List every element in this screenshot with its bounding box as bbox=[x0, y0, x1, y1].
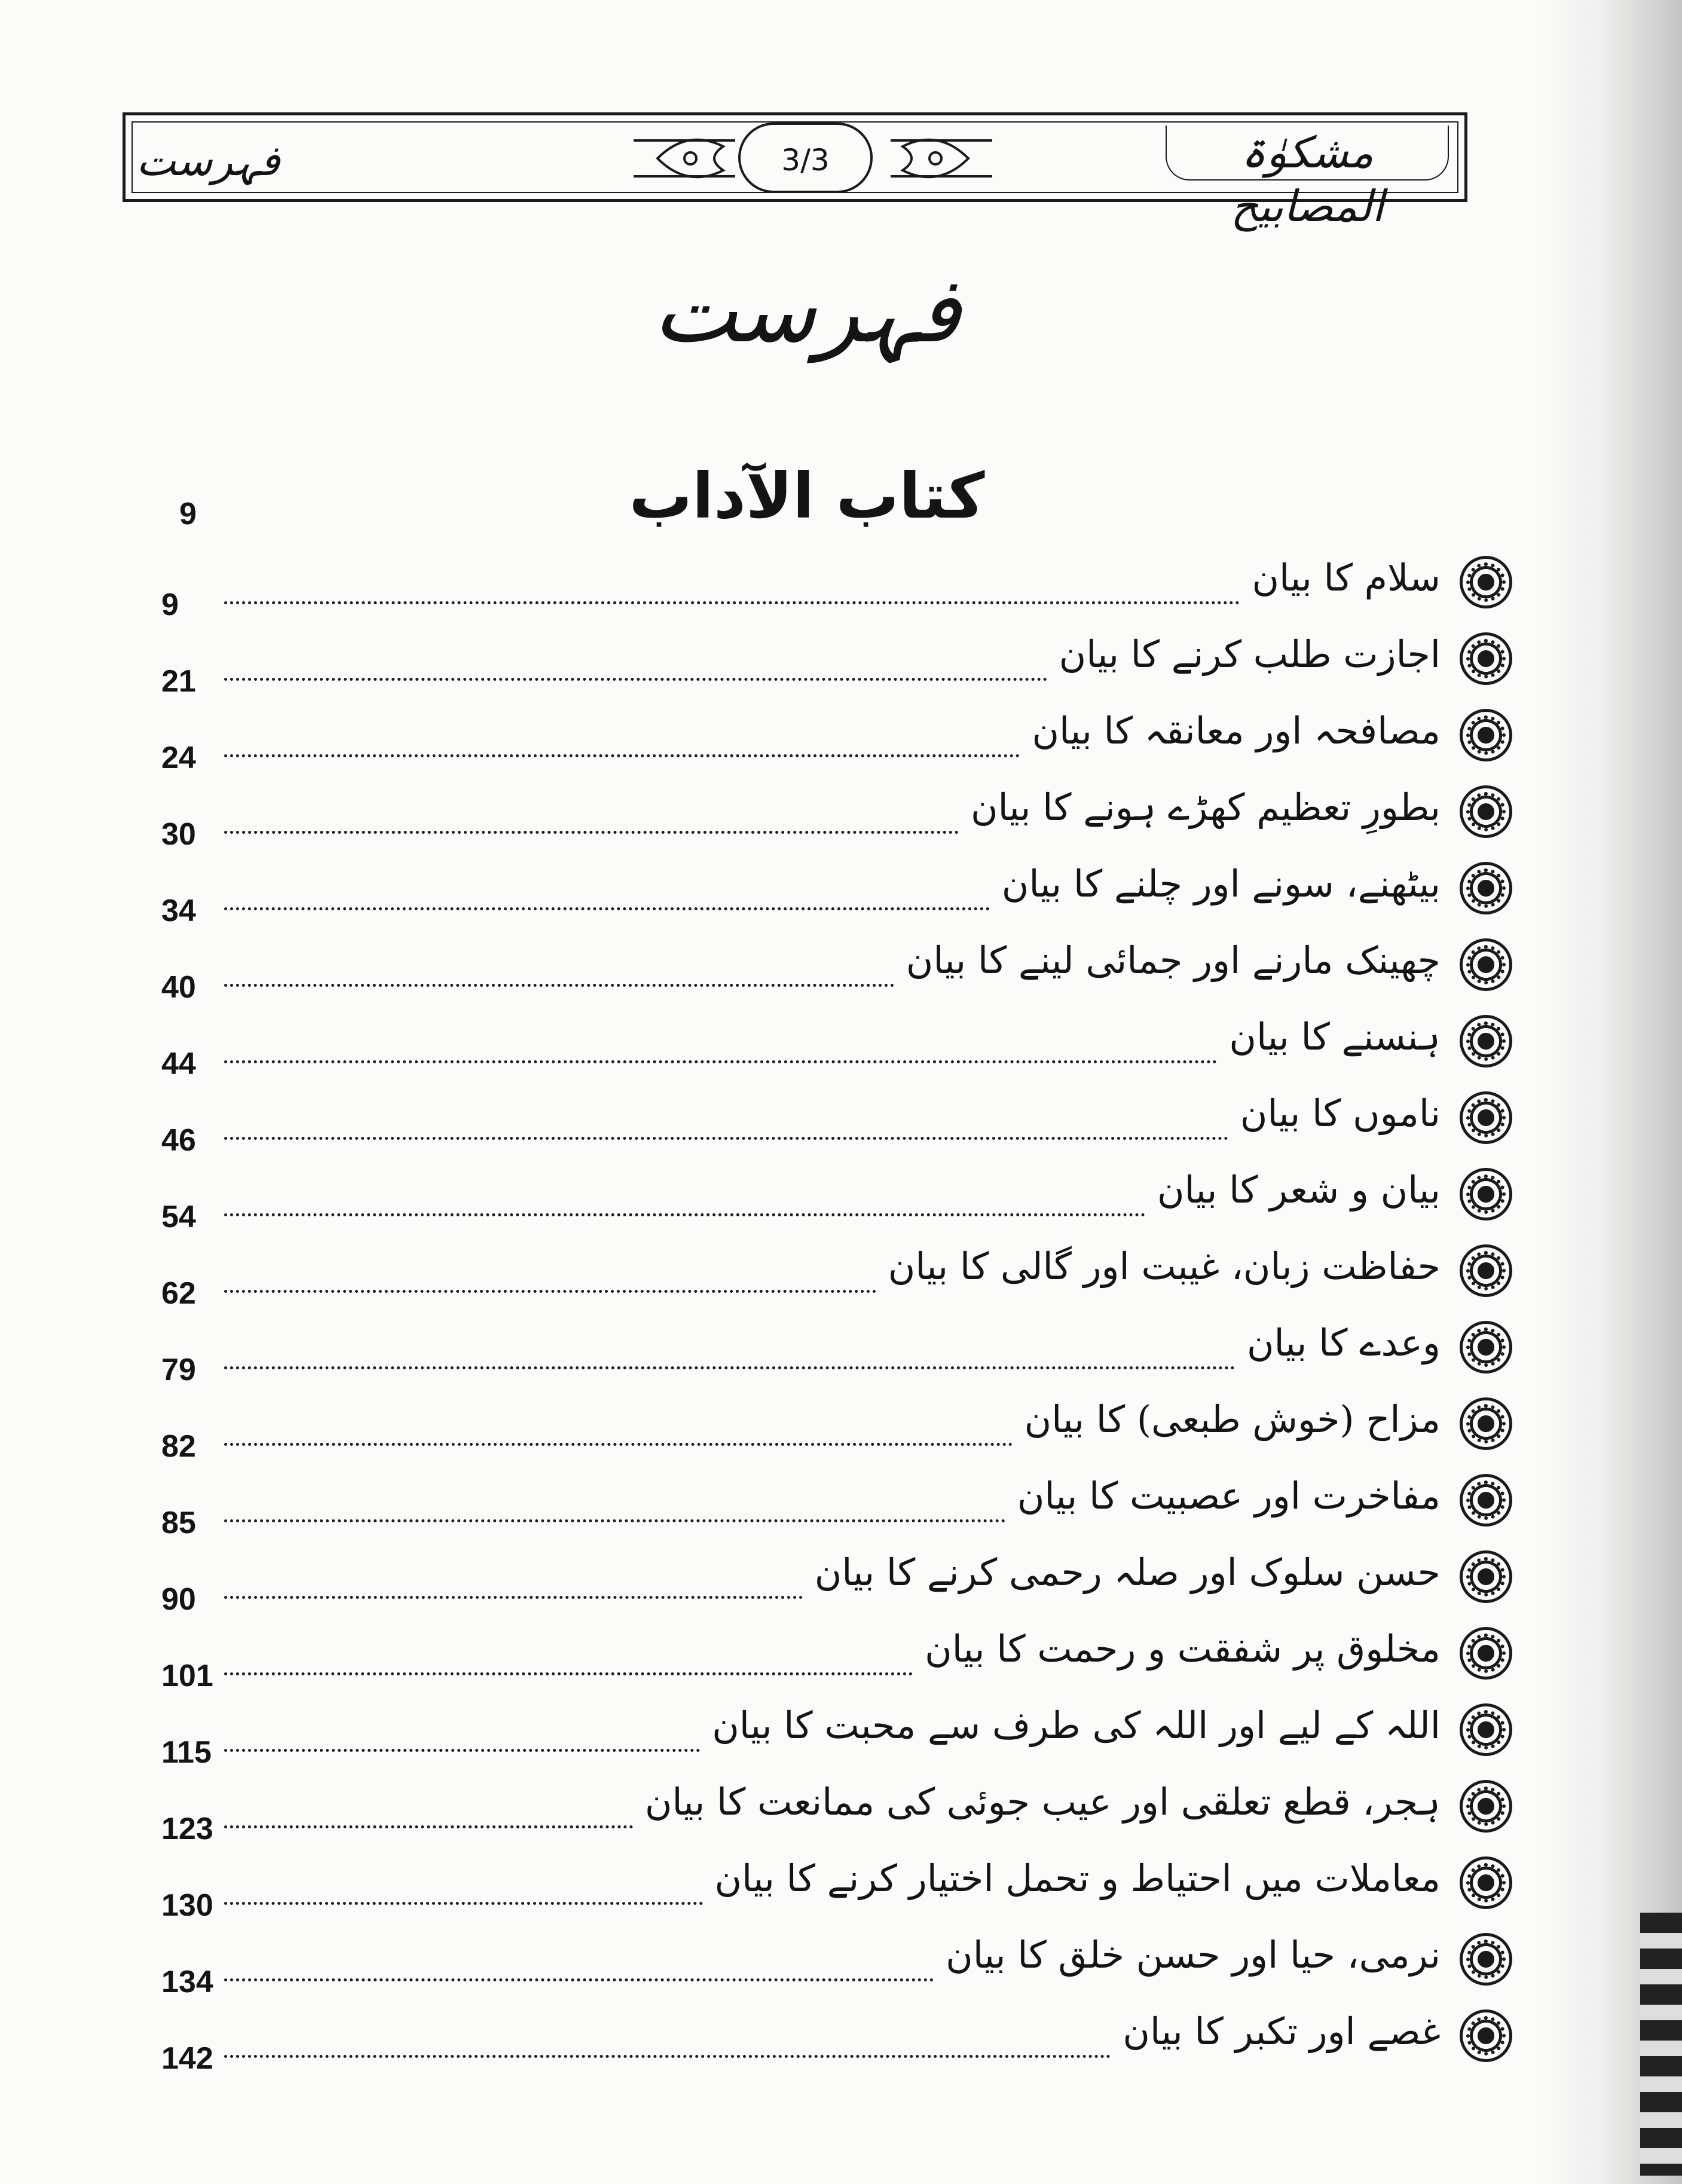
toc-entry-page-number: 130 bbox=[161, 1888, 213, 1923]
toc-entry[interactable] bbox=[161, 1091, 1512, 1168]
flower-bullet-icon bbox=[1460, 1244, 1512, 1297]
dot-leader bbox=[224, 754, 1020, 757]
volume-label: 3/3 bbox=[738, 123, 873, 193]
toc-entry-page-number: 123 bbox=[161, 1812, 213, 1846]
toc-entry-page-number: 134 bbox=[161, 1965, 213, 1999]
flower-bullet-icon bbox=[1460, 632, 1512, 685]
dot-leader bbox=[224, 984, 894, 987]
toc-entry-page-number: 9 bbox=[161, 588, 179, 622]
flower-bullet-icon bbox=[1460, 862, 1512, 914]
toc-entry-page-number: 21 bbox=[161, 664, 196, 699]
section-page-number: 9 bbox=[179, 497, 197, 531]
dot-leader bbox=[224, 1213, 1145, 1216]
toc-entry-page-number: 101 bbox=[161, 1659, 213, 1693]
dot-leader bbox=[224, 1902, 703, 1905]
dot-leader bbox=[224, 907, 990, 910]
flower-bullet-icon bbox=[1460, 709, 1512, 761]
dot-leader bbox=[224, 1978, 934, 1981]
toc-entry-title: نرمی، حیا اور حسن خلق کا بیان bbox=[946, 1933, 1441, 1977]
section-title: کتاب الآداب bbox=[629, 460, 985, 533]
dot-leader bbox=[224, 1060, 1217, 1063]
toc-entry-page-number: 62 bbox=[161, 1276, 196, 1311]
toc-entry-page-number: 24 bbox=[161, 741, 196, 775]
toc-entry-title: مفاخرت اور عصبیت کا بیان bbox=[1017, 1474, 1441, 1518]
toc-entry-title: بطورِ تعظیم کھڑے ہونے کا بیان bbox=[971, 785, 1441, 829]
flower-bullet-icon bbox=[1460, 1550, 1512, 1603]
toc-entry-page-number: 54 bbox=[161, 1200, 196, 1234]
flower-bullet-icon bbox=[1460, 938, 1512, 991]
flower-bullet-icon bbox=[1460, 1091, 1512, 1144]
toc-entry[interactable] bbox=[161, 1474, 1512, 1550]
flower-bullet-icon bbox=[1460, 556, 1512, 608]
toc-entry-title: معاملات میں احتیاط و تحمل اختیار کرنے کا بیان bbox=[714, 1856, 1441, 1900]
toc-entry-title: ناموں کا بیان bbox=[1240, 1091, 1441, 1135]
flower-bullet-icon bbox=[1460, 1397, 1512, 1450]
flower-bullet-icon bbox=[1460, 785, 1512, 838]
toc-entry-page-number: 115 bbox=[161, 1735, 212, 1770]
flower-bullet-icon bbox=[1460, 2009, 1512, 2062]
flower-bullet-icon bbox=[1460, 1168, 1512, 1221]
page-edge-shadow bbox=[1539, 0, 1682, 2184]
toc-entry-title: مخلوق پر شفقت و رحمت کا بیان bbox=[925, 1627, 1441, 1671]
toc-entry-page-number: 79 bbox=[161, 1353, 196, 1387]
toc-entry-page-number: 85 bbox=[161, 1506, 196, 1540]
toc-entry-title: سلام کا بیان bbox=[1252, 556, 1441, 599]
toc-entry[interactable] bbox=[161, 1703, 1512, 1780]
toc-entry-page-number: 82 bbox=[161, 1429, 196, 1464]
toc-entry[interactable] bbox=[161, 632, 1512, 709]
toc-entry-page-number: 44 bbox=[161, 1047, 196, 1081]
dot-leader bbox=[224, 601, 1240, 604]
flower-bullet-icon bbox=[1460, 1933, 1512, 1986]
toc-entry[interactable] bbox=[161, 1933, 1512, 2009]
flower-bullet-icon bbox=[1460, 1474, 1512, 1527]
toc-entry-title: چھینک مارنے اور جمائی لینے کا بیان bbox=[906, 938, 1441, 982]
toc-entry-page-number: 90 bbox=[161, 1582, 196, 1617]
toc-entry[interactable] bbox=[161, 1244, 1512, 1321]
toc-entry-title: غصے اور تکبر کا بیان bbox=[1123, 2009, 1441, 2053]
header-left-title: فہرست bbox=[136, 136, 280, 185]
page-title: فہرست bbox=[653, 259, 961, 363]
flower-bullet-icon bbox=[1460, 1015, 1512, 1067]
toc-entry[interactable] bbox=[161, 1856, 1512, 1933]
flower-bullet-icon bbox=[1460, 1856, 1512, 1909]
toc-entry[interactable] bbox=[161, 862, 1512, 938]
toc-entry[interactable] bbox=[161, 1321, 1512, 1397]
toc-entry-title: وعدے کا بیان bbox=[1246, 1321, 1441, 1365]
dot-leader bbox=[224, 1672, 913, 1675]
toc-entry[interactable] bbox=[161, 2009, 1512, 2086]
toc-entry-page-number: 30 bbox=[161, 817, 196, 852]
toc-entry-title: بیان و شعر کا بیان bbox=[1157, 1168, 1441, 1212]
toc-entry-title: حسن سلوک اور صلہ رحمی کرنے کا بیان bbox=[814, 1550, 1441, 1594]
dot-leader bbox=[224, 2055, 1111, 2058]
toc-entry[interactable] bbox=[161, 1627, 1512, 1703]
dot-leader bbox=[224, 678, 1047, 681]
dot-leader bbox=[224, 1290, 876, 1293]
toc-entry-title: ہجر، قطع تعلقی اور عیب جوئی کی ممانعت کا بیان bbox=[644, 1780, 1441, 1824]
toc-entry[interactable] bbox=[161, 1780, 1512, 1856]
toc-entry-title: مصافحہ اور معانقہ کا بیان bbox=[1032, 709, 1441, 753]
toc-entry-title: اجازت طلب کرنے کا بیان bbox=[1059, 632, 1441, 676]
dot-leader bbox=[224, 1519, 1005, 1522]
toc-entry-title: بیٹھنے، سونے اور چلنے کا بیان bbox=[1001, 862, 1441, 906]
toc-entry-page-number: 46 bbox=[161, 1123, 196, 1158]
dot-leader bbox=[224, 1443, 1013, 1446]
toc-entry-title: حفاظت زبان، غیبت اور گالی کا بیان bbox=[888, 1244, 1441, 1288]
dot-leader bbox=[224, 1596, 803, 1599]
toc-entry[interactable] bbox=[161, 1168, 1512, 1244]
dot-leader bbox=[224, 1137, 1228, 1140]
toc-entry-page-number: 34 bbox=[161, 894, 196, 928]
toc-entry-title: مزاح (خوش طبعی) کا بیان bbox=[1024, 1397, 1441, 1441]
dot-leader bbox=[224, 1366, 1235, 1369]
flower-bullet-icon bbox=[1460, 1703, 1512, 1756]
flower-bullet-icon bbox=[1460, 1780, 1512, 1833]
toc-entry[interactable] bbox=[161, 785, 1512, 862]
toc-entry[interactable] bbox=[161, 1015, 1512, 1091]
flower-bullet-icon bbox=[1460, 1321, 1512, 1374]
toc-entry[interactable] bbox=[161, 556, 1512, 632]
toc-entry-title: اللہ کے لیے اور اللہ کی طرف سے محبت کا بیان bbox=[712, 1703, 1441, 1747]
page-edge-marks bbox=[1640, 1913, 1682, 2176]
toc-entry-page-number: 40 bbox=[161, 970, 196, 1005]
toc-entry[interactable] bbox=[161, 709, 1512, 785]
toc-entry[interactable] bbox=[161, 1550, 1512, 1627]
toc-entry-page-number: 142 bbox=[161, 2041, 213, 2076]
flower-bullet-icon bbox=[1460, 1627, 1512, 1680]
toc-entry[interactable] bbox=[161, 938, 1512, 1015]
dot-leader bbox=[224, 1749, 700, 1752]
toc-entry[interactable] bbox=[161, 1397, 1512, 1474]
dot-leader bbox=[224, 1825, 633, 1828]
header-book-title: مشکوٰۃ المصابیح bbox=[1166, 126, 1449, 181]
dot-leader bbox=[224, 831, 959, 834]
toc-entry-title: ہنسنے کا بیان bbox=[1229, 1015, 1441, 1059]
